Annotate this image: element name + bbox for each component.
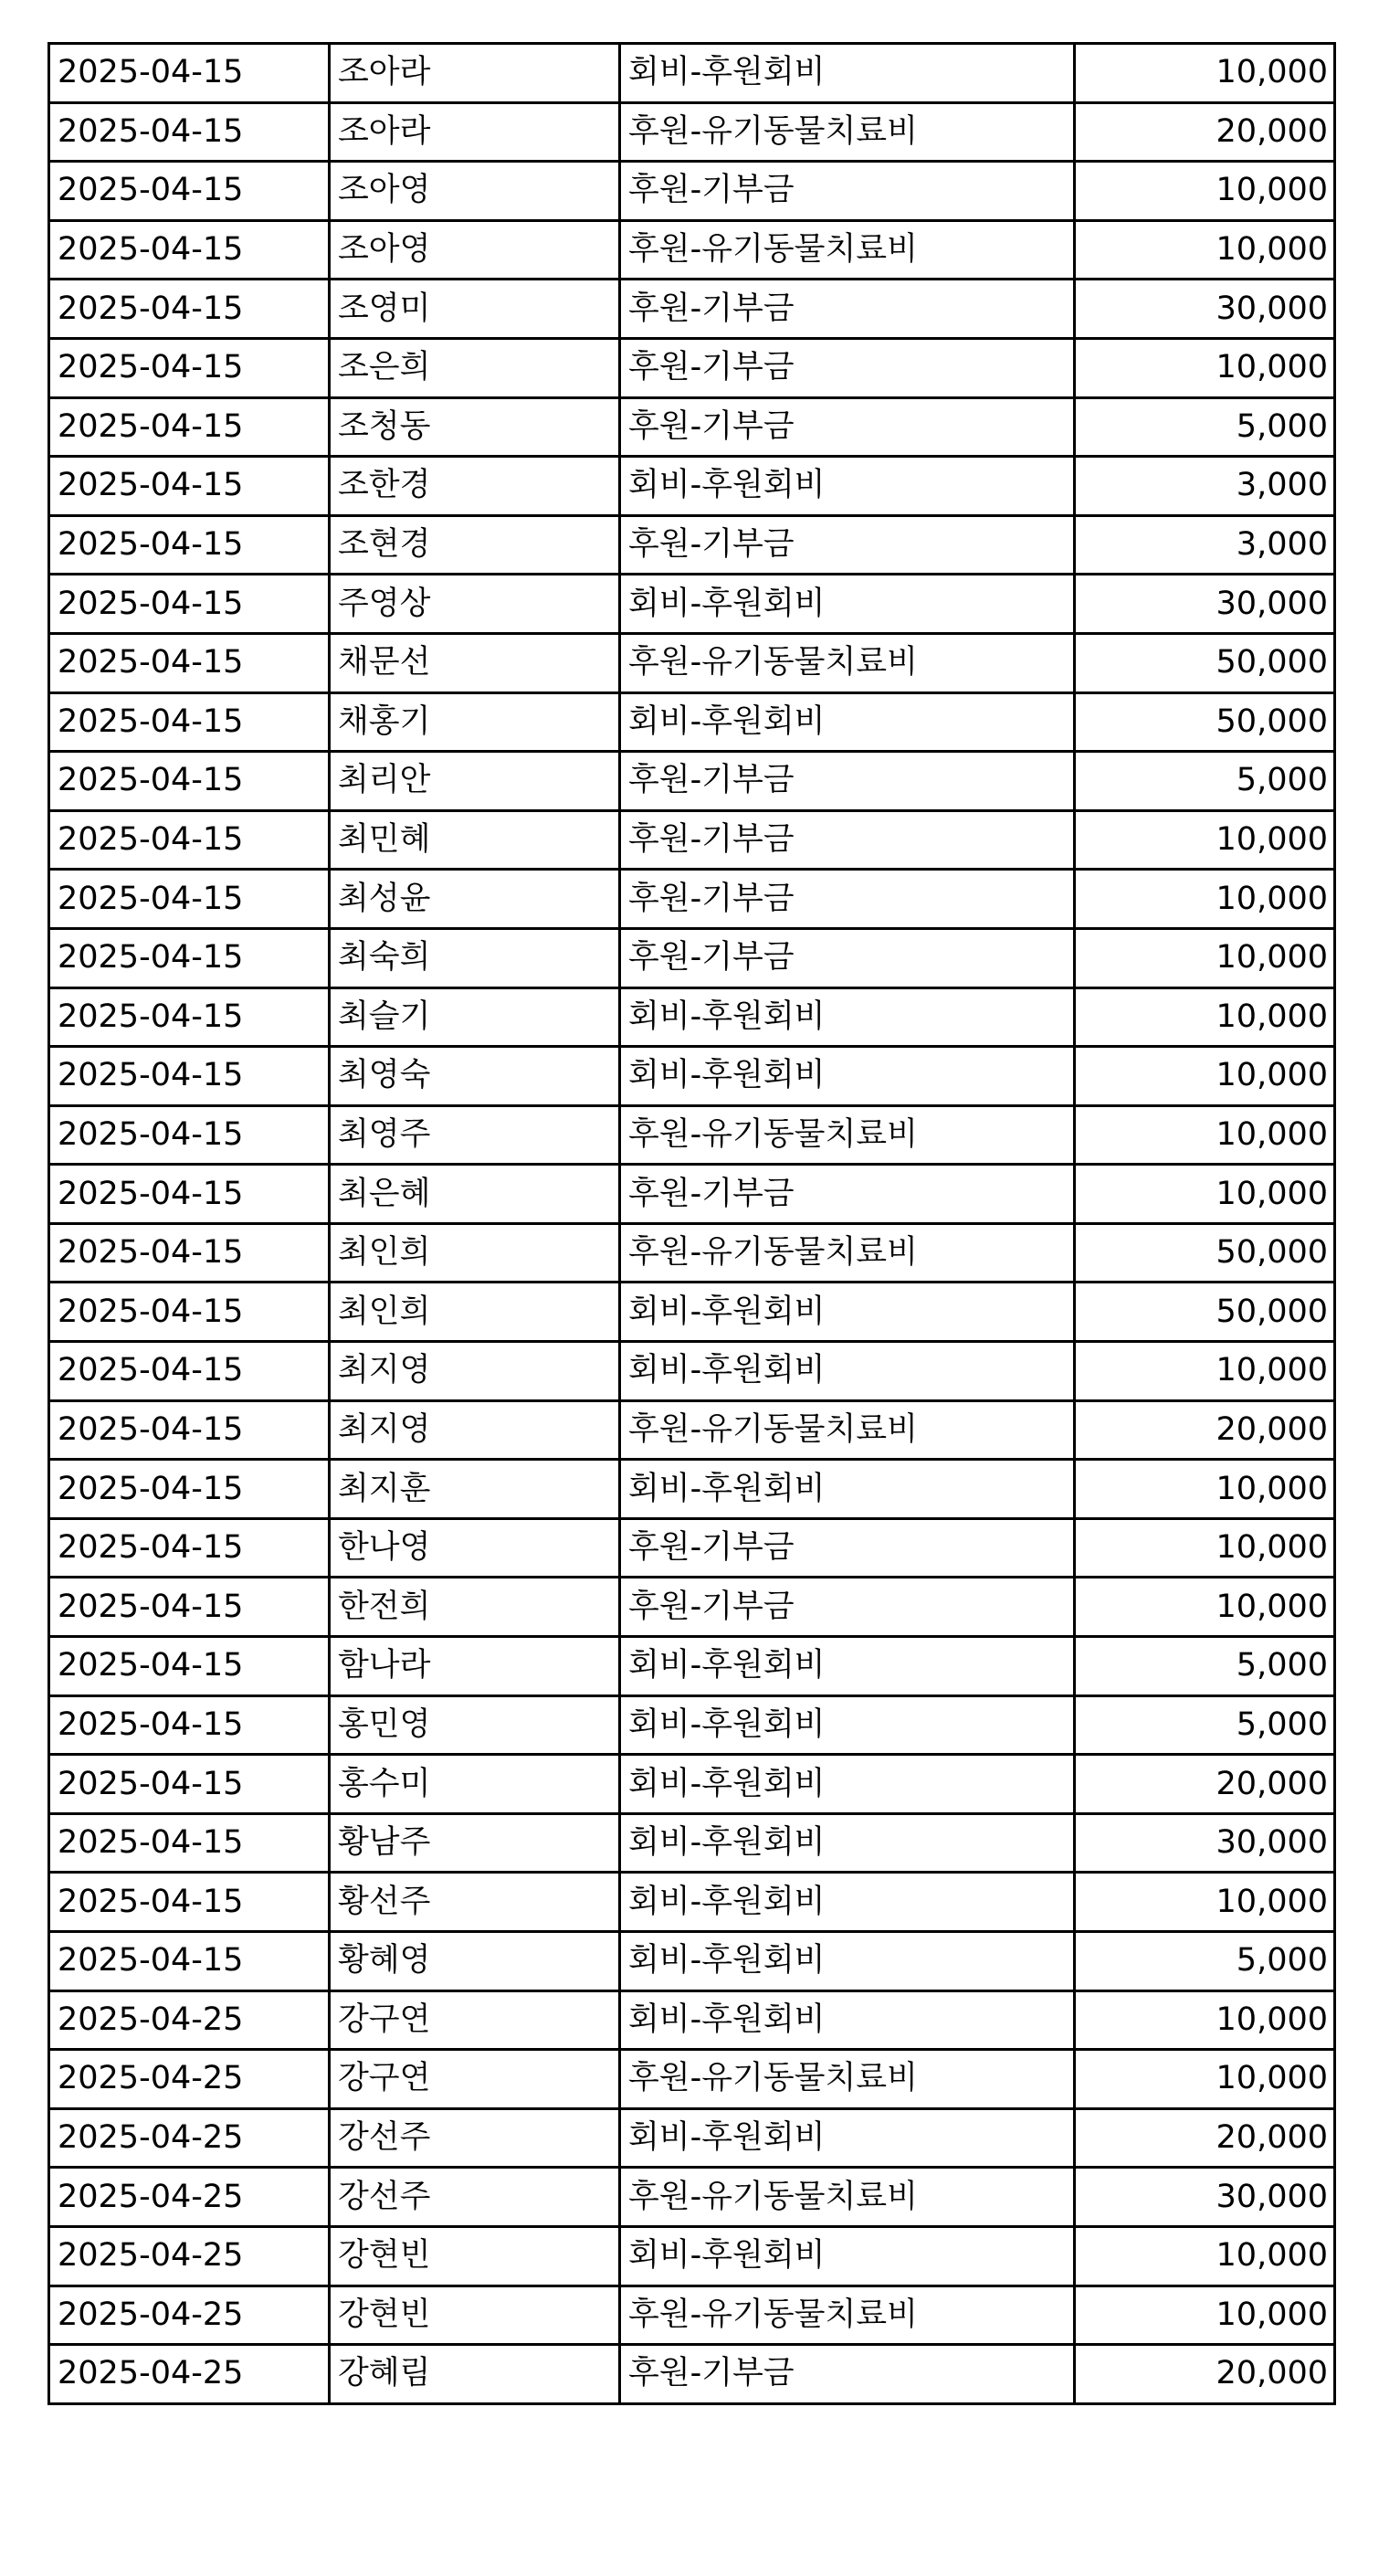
name-cell: 최민혜 — [330, 810, 620, 870]
donation-ledger-table — [47, 42, 1336, 2405]
table-row — [49, 1518, 1335, 1578]
table-row — [49, 44, 1335, 103]
name-cell: 조현경 — [330, 515, 620, 575]
date-cell: 2025-04-15 — [49, 102, 330, 162]
amount-cell: 10,000 — [1075, 1990, 1335, 2050]
name-cell: 황혜영 — [330, 1932, 620, 1991]
date-cell: 2025-04-15 — [49, 928, 330, 987]
table-row — [49, 162, 1335, 221]
amount-cell: 5,000 — [1075, 1695, 1335, 1755]
table-row — [49, 457, 1335, 516]
item-cell: 회비-후원회비 — [620, 987, 1075, 1047]
name-cell: 최슬기 — [330, 987, 620, 1047]
date-cell: 2025-04-15 — [49, 810, 330, 870]
table-row — [49, 397, 1335, 457]
name-cell: 최영숙 — [330, 1047, 620, 1106]
item-cell: 후원-기부금 — [620, 397, 1075, 457]
table-row — [49, 1400, 1335, 1460]
table-row — [49, 1990, 1335, 2050]
item-cell: 후원-기부금 — [620, 1518, 1075, 1578]
item-cell: 회비-후원회비 — [620, 1283, 1075, 1342]
amount-cell: 10,000 — [1075, 1047, 1335, 1106]
amount-cell: 3,000 — [1075, 457, 1335, 516]
name-cell: 최영주 — [330, 1105, 620, 1165]
date-cell: 2025-04-25 — [49, 1990, 330, 2050]
ledger-body — [49, 44, 1335, 2404]
date-cell: 2025-04-15 — [49, 397, 330, 457]
item-cell: 회비-후원회비 — [620, 1932, 1075, 1991]
table-row — [49, 2168, 1335, 2227]
item-cell: 후원-유기동물치료비 — [620, 1105, 1075, 1165]
name-cell: 최인희 — [330, 1223, 620, 1283]
date-cell: 2025-04-15 — [49, 1223, 330, 1283]
item-cell: 후원-기부금 — [620, 1165, 1075, 1224]
amount-cell: 50,000 — [1075, 1223, 1335, 1283]
name-cell: 조한경 — [330, 457, 620, 516]
amount-cell: 10,000 — [1075, 1165, 1335, 1224]
name-cell: 강현빈 — [330, 2226, 620, 2286]
table-row — [49, 1695, 1335, 1755]
date-cell: 2025-04-15 — [49, 162, 330, 221]
date-cell: 2025-04-25 — [49, 2108, 330, 2168]
date-cell: 2025-04-15 — [49, 457, 330, 516]
item-cell: 회비-후원회비 — [620, 2108, 1075, 2168]
name-cell: 강현빈 — [330, 2286, 620, 2345]
table-row — [49, 2108, 1335, 2168]
table-row — [49, 338, 1335, 397]
date-cell: 2025-04-15 — [49, 692, 330, 752]
name-cell: 조청동 — [330, 397, 620, 457]
item-cell: 후원-유기동물치료비 — [620, 2168, 1075, 2227]
table-row — [49, 2050, 1335, 2109]
table-row — [49, 280, 1335, 339]
amount-cell: 10,000 — [1075, 2286, 1335, 2345]
item-cell: 회비-후원회비 — [620, 1813, 1075, 1873]
table-row — [49, 1105, 1335, 1165]
name-cell: 함나라 — [330, 1637, 620, 1696]
name-cell: 강구연 — [330, 2050, 620, 2109]
item-cell: 회비-후원회비 — [620, 44, 1075, 103]
table-row — [49, 1813, 1335, 1873]
table-row — [49, 1283, 1335, 1342]
item-cell: 후원-유기동물치료비 — [620, 633, 1075, 692]
date-cell: 2025-04-15 — [49, 752, 330, 811]
date-cell: 2025-04-15 — [49, 1400, 330, 1460]
item-cell: 회비-후원회비 — [620, 575, 1075, 634]
item-cell: 후원-유기동물치료비 — [620, 1223, 1075, 1283]
table-row — [49, 1047, 1335, 1106]
name-cell: 조영미 — [330, 280, 620, 339]
name-cell: 최지훈 — [330, 1460, 620, 1519]
item-cell: 후원-기부금 — [620, 2345, 1075, 2404]
table-row — [49, 1223, 1335, 1283]
item-cell: 회비-후원회비 — [620, 1695, 1075, 1755]
name-cell: 최리안 — [330, 752, 620, 811]
table-row — [49, 575, 1335, 634]
item-cell: 회비-후원회비 — [620, 457, 1075, 516]
date-cell: 2025-04-25 — [49, 2050, 330, 2109]
amount-cell: 50,000 — [1075, 633, 1335, 692]
date-cell: 2025-04-15 — [49, 1283, 330, 1342]
name-cell: 강선주 — [330, 2108, 620, 2168]
amount-cell: 10,000 — [1075, 1578, 1335, 1637]
date-cell: 2025-04-15 — [49, 1813, 330, 1873]
item-cell: 후원-유기동물치료비 — [620, 2050, 1075, 2109]
table-row — [49, 633, 1335, 692]
table-row — [49, 1460, 1335, 1519]
date-cell: 2025-04-15 — [49, 1105, 330, 1165]
date-cell: 2025-04-15 — [49, 44, 330, 103]
item-cell: 후원-기부금 — [620, 515, 1075, 575]
amount-cell: 20,000 — [1075, 102, 1335, 162]
amount-cell: 20,000 — [1075, 2345, 1335, 2404]
table-row — [49, 928, 1335, 987]
table-row — [49, 2345, 1335, 2404]
table-row — [49, 1165, 1335, 1224]
name-cell: 황남주 — [330, 1813, 620, 1873]
date-cell: 2025-04-15 — [49, 1755, 330, 1814]
date-cell: 2025-04-15 — [49, 1578, 330, 1637]
table-row — [49, 810, 1335, 870]
date-cell: 2025-04-15 — [49, 1932, 330, 1991]
name-cell: 강혜림 — [330, 2345, 620, 2404]
date-cell: 2025-04-25 — [49, 2345, 330, 2404]
date-cell: 2025-04-15 — [49, 220, 330, 280]
amount-cell: 10,000 — [1075, 928, 1335, 987]
table-row — [49, 870, 1335, 929]
date-cell: 2025-04-15 — [49, 1460, 330, 1519]
date-cell: 2025-04-15 — [49, 1873, 330, 1932]
table-row — [49, 2286, 1335, 2345]
amount-cell: 10,000 — [1075, 1460, 1335, 1519]
date-cell: 2025-04-15 — [49, 280, 330, 339]
name-cell: 강선주 — [330, 2168, 620, 2227]
name-cell: 홍수미 — [330, 1755, 620, 1814]
amount-cell: 10,000 — [1075, 987, 1335, 1047]
amount-cell: 20,000 — [1075, 1400, 1335, 1460]
table-row — [49, 987, 1335, 1047]
date-cell: 2025-04-15 — [49, 575, 330, 634]
table-row — [49, 2226, 1335, 2286]
item-cell: 후원-기부금 — [620, 870, 1075, 929]
amount-cell: 5,000 — [1075, 1932, 1335, 1991]
date-cell: 2025-04-15 — [49, 633, 330, 692]
name-cell: 최지영 — [330, 1400, 620, 1460]
amount-cell: 10,000 — [1075, 810, 1335, 870]
name-cell: 채홍기 — [330, 692, 620, 752]
date-cell: 2025-04-15 — [49, 1518, 330, 1578]
amount-cell: 10,000 — [1075, 2050, 1335, 2109]
amount-cell: 10,000 — [1075, 2226, 1335, 2286]
amount-cell: 10,000 — [1075, 1873, 1335, 1932]
amount-cell: 10,000 — [1075, 1105, 1335, 1165]
item-cell: 후원-기부금 — [620, 280, 1075, 339]
amount-cell: 20,000 — [1075, 1755, 1335, 1814]
date-cell: 2025-04-25 — [49, 2168, 330, 2227]
date-cell: 2025-04-15 — [49, 338, 330, 397]
item-cell: 회비-후원회비 — [620, 1637, 1075, 1696]
name-cell: 조아라 — [330, 102, 620, 162]
amount-cell: 30,000 — [1075, 280, 1335, 339]
table-row — [49, 752, 1335, 811]
item-cell: 후원-기부금 — [620, 810, 1075, 870]
name-cell: 조아라 — [330, 44, 620, 103]
amount-cell: 10,000 — [1075, 162, 1335, 221]
date-cell: 2025-04-15 — [49, 987, 330, 1047]
name-cell: 최인희 — [330, 1283, 620, 1342]
table-row — [49, 515, 1335, 575]
name-cell: 조은희 — [330, 338, 620, 397]
item-cell: 회비-후원회비 — [620, 2226, 1075, 2286]
date-cell: 2025-04-15 — [49, 1695, 330, 1755]
item-cell: 후원-기부금 — [620, 162, 1075, 221]
date-cell: 2025-04-15 — [49, 870, 330, 929]
date-cell: 2025-04-15 — [49, 1165, 330, 1224]
item-cell: 후원-기부금 — [620, 752, 1075, 811]
amount-cell: 5,000 — [1075, 752, 1335, 811]
amount-cell: 5,000 — [1075, 1637, 1335, 1696]
name-cell: 강구연 — [330, 1990, 620, 2050]
date-cell: 2025-04-15 — [49, 1637, 330, 1696]
item-cell: 후원-유기동물치료비 — [620, 2286, 1075, 2345]
amount-cell: 10,000 — [1075, 1518, 1335, 1578]
item-cell: 회비-후원회비 — [620, 1342, 1075, 1401]
table-row — [49, 1342, 1335, 1401]
name-cell: 최성윤 — [330, 870, 620, 929]
table-row — [49, 102, 1335, 162]
table-row — [49, 1755, 1335, 1814]
amount-cell: 20,000 — [1075, 2108, 1335, 2168]
item-cell: 후원-유기동물치료비 — [620, 1400, 1075, 1460]
date-cell: 2025-04-15 — [49, 515, 330, 575]
name-cell: 최은혜 — [330, 1165, 620, 1224]
amount-cell: 3,000 — [1075, 515, 1335, 575]
amount-cell: 50,000 — [1075, 1283, 1335, 1342]
amount-cell: 10,000 — [1075, 44, 1335, 103]
item-cell: 회비-후원회비 — [620, 1460, 1075, 1519]
item-cell: 회비-후원회비 — [620, 1873, 1075, 1932]
date-cell: 2025-04-25 — [49, 2286, 330, 2345]
name-cell: 주영상 — [330, 575, 620, 634]
amount-cell: 30,000 — [1075, 575, 1335, 634]
table-row — [49, 1637, 1335, 1696]
name-cell: 황선주 — [330, 1873, 620, 1932]
name-cell: 홍민영 — [330, 1695, 620, 1755]
amount-cell: 5,000 — [1075, 397, 1335, 457]
name-cell: 최숙희 — [330, 928, 620, 987]
amount-cell: 30,000 — [1075, 1813, 1335, 1873]
amount-cell: 50,000 — [1075, 692, 1335, 752]
table-row — [49, 1873, 1335, 1932]
amount-cell: 10,000 — [1075, 220, 1335, 280]
amount-cell: 10,000 — [1075, 870, 1335, 929]
name-cell: 한나영 — [330, 1518, 620, 1578]
item-cell: 회비-후원회비 — [620, 692, 1075, 752]
item-cell: 회비-후원회비 — [620, 1990, 1075, 2050]
item-cell: 회비-후원회비 — [620, 1047, 1075, 1106]
amount-cell: 30,000 — [1075, 2168, 1335, 2227]
name-cell: 조아영 — [330, 162, 620, 221]
table-row — [49, 220, 1335, 280]
item-cell: 회비-후원회비 — [620, 1755, 1075, 1814]
name-cell: 최지영 — [330, 1342, 620, 1401]
item-cell: 후원-유기동물치료비 — [620, 220, 1075, 280]
amount-cell: 10,000 — [1075, 338, 1335, 397]
date-cell: 2025-04-15 — [49, 1047, 330, 1106]
name-cell: 한전희 — [330, 1578, 620, 1637]
table-row — [49, 1578, 1335, 1637]
name-cell: 채문선 — [330, 633, 620, 692]
amount-cell: 10,000 — [1075, 1342, 1335, 1401]
item-cell: 후원-기부금 — [620, 928, 1075, 987]
name-cell: 조아영 — [330, 220, 620, 280]
table-row — [49, 692, 1335, 752]
date-cell: 2025-04-25 — [49, 2226, 330, 2286]
table-row — [49, 1932, 1335, 1991]
item-cell: 후원-기부금 — [620, 338, 1075, 397]
item-cell: 후원-유기동물치료비 — [620, 102, 1075, 162]
date-cell: 2025-04-15 — [49, 1342, 330, 1401]
item-cell: 후원-기부금 — [620, 1578, 1075, 1637]
